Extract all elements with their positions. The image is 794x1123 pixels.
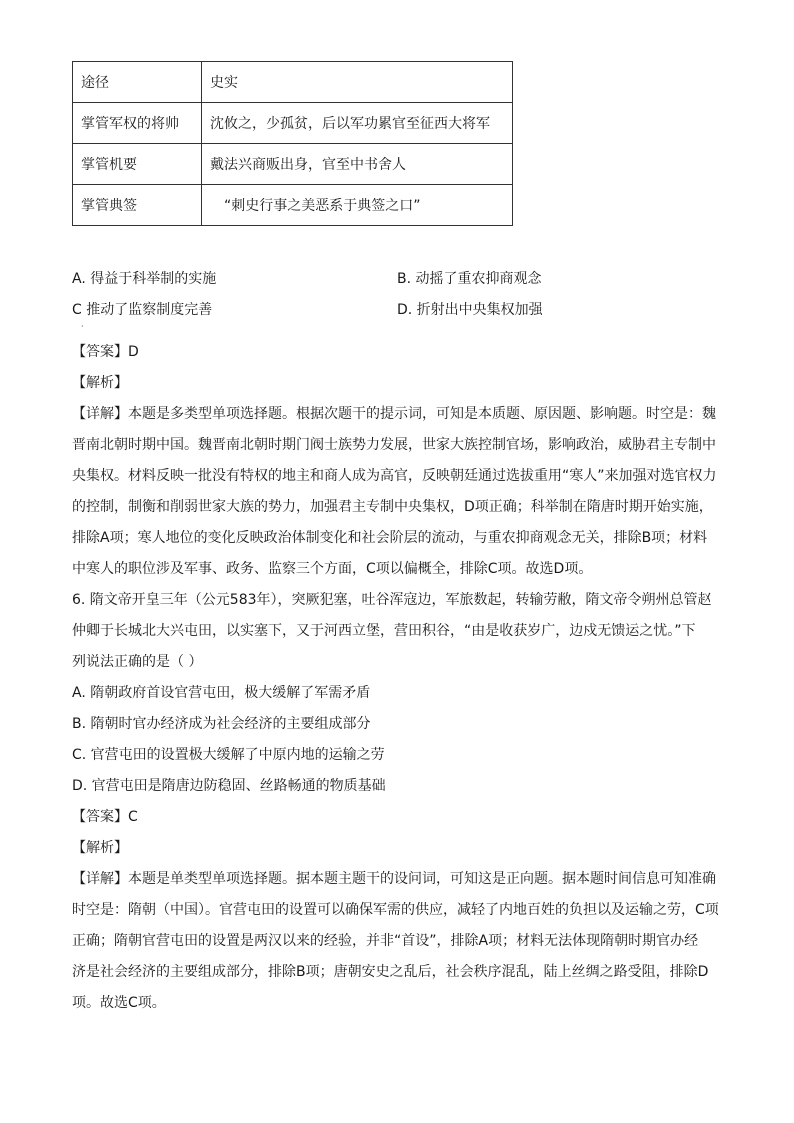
q6-detail-line: 济是社会经济的主要组成部分，排除B项；唐朝安史之乱后，社会秩序混乱，陆上丝绸之路受阻，排除D xyxy=(72,964,709,980)
q5-analysis-label: 【解析】 xyxy=(72,375,128,391)
q5-detail-line: 晋南北朝时期中国。魏晋南北朝时期门阀士族势力发展，世家大族控制官场，影响政治，威胁君主专制中 xyxy=(72,437,716,453)
table-cell: 掌管军权的将帅 xyxy=(73,103,202,144)
q5-detail-line: 央集权。材料反映一批没有特权的地主和商人成为高官，反映朝廷通过选拔重用“寒人”来加强对选官权力 xyxy=(72,468,717,484)
q5-detail-line: 排除A项；寒人地位的变化反映政治体制变化和社会阶层的流动，与重农抑商观念无关，排除B项；材料 xyxy=(72,530,708,546)
q5-detail-line: 的控制，制衡和削弱世家大族的势力，加强君主专制中央集权，D项正确；科举制在隋唐时期开始实施， xyxy=(72,499,713,515)
q5-option-b: B. 动摇了重农抑商观念 xyxy=(397,271,542,287)
table-cell: 戴法兴商贩出身，官至中书舍人 xyxy=(202,144,513,185)
table-header-row xyxy=(73,62,513,103)
table-row xyxy=(73,103,513,144)
q5-answer: 【答案】D xyxy=(72,344,139,360)
table-row xyxy=(73,144,513,185)
q6-option-a: A. 隋朝政府首设官营屯田，极大缓解了军需矛盾 xyxy=(72,685,371,701)
q5-option-d: D. 折射出中央集权加强 xyxy=(397,302,543,318)
table-cell: 掌管机要 xyxy=(73,144,202,185)
table-header-cell: 史实 xyxy=(202,62,513,103)
table-cell: “刺史行事之美恶系于典签之口” xyxy=(202,185,513,226)
q6-option-b: B. 隋朝时官办经济成为社会经济的主要组成部分 xyxy=(72,716,371,732)
table-row xyxy=(73,185,513,226)
stray-dot: · xyxy=(81,322,84,331)
q6-analysis-label: 【解析】 xyxy=(72,840,128,856)
q5-detail-line: 【详解】本题是多类型单项选择题。根据次题干的提示词，可知是本质题、原因题、影响题。时空是：魏 xyxy=(72,406,716,422)
q6-option-c: C. 官营屯田的设置极大缓解了中原内地的运输之劳 xyxy=(72,747,385,763)
table-cell: 掌管典签 xyxy=(73,185,202,226)
q6-answer: 【答案】C xyxy=(72,809,138,825)
q6-stem-line: 列说法正确的是（ ） xyxy=(72,654,203,670)
q6-detail-line: 【详解】本题是单类型单项选择题。据本题主题干的设问词，可知这是正向题。据本题时间信息可知准确 xyxy=(72,871,716,887)
history-table xyxy=(72,61,513,226)
q5-option-a: A. 得益于科举制的实施 xyxy=(72,271,217,287)
q6-option-d: D. 官营屯田是隋唐边防稳固、丝路畅通的物质基础 xyxy=(72,778,386,794)
q6-detail-line: 时空是：隋朝（中国）。官营屯田的设置可以确保军需的供应，减轻了内地百姓的负担以及运输之劳，C项 xyxy=(72,902,719,918)
q6-stem-line: 仲卿于长城北大兴屯田，以实塞下，又于河西立堡，营田积谷，“由是收获岁广，边戍无馈运之忧。”下 xyxy=(72,623,696,639)
q5-detail-line: 中寒人的职位涉及军事、政务、监察三个方面，C项以偏概全，排除C项。故选D项。 xyxy=(72,561,593,577)
q6-detail-line: 正确；隋朝官营屯田的设置是两汉以来的经验，并非“首设”，排除A项；材料无法体现隋朝时期官办经 xyxy=(72,933,699,949)
q6-detail-line: 项。故选C项。 xyxy=(72,995,166,1011)
table-header-cell: 途径 xyxy=(73,62,202,103)
table-cell: 沈攸之，少孤贫，后以军功累官至征西大将军 xyxy=(202,103,513,144)
q5-option-c: C 推动了监察制度完善 xyxy=(72,302,213,318)
q6-stem-line: 6. 隋文帝开皇三年（公元583年），突厥犯塞，吐谷浑寇边，军旅数起，转输劳敝，隋文帝令朔州总管赵 xyxy=(72,592,712,608)
